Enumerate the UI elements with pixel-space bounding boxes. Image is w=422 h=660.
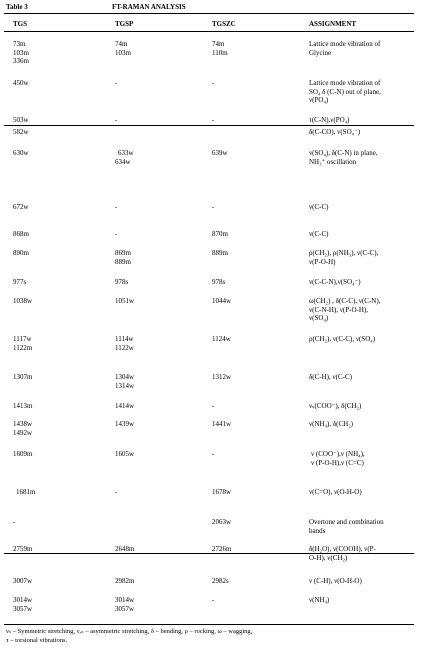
cell-line: Overtone and combination (309, 518, 384, 526)
cell-tgsp (115, 249, 205, 266)
cell-line: 978s (212, 278, 226, 286)
cell-line: δ(C-H), ν(C-C) (309, 373, 353, 381)
cell-line: 3007w (13, 577, 33, 585)
cell-line: 978s (115, 278, 129, 286)
cell-line: - (212, 116, 215, 124)
cell-line: 1678w (212, 488, 232, 496)
cell-tgsp (115, 203, 205, 212)
cell-line: ν(C-C) (309, 230, 329, 238)
cell-assignment (309, 402, 399, 411)
cell-line: 634w (115, 157, 131, 166)
cell-line: δ(H₂O), ν(COOH), ν(P- (309, 545, 376, 553)
cell-tgszc (212, 373, 302, 382)
cell-line: 1038w (13, 297, 33, 305)
cell-assignment (309, 40, 399, 57)
cell-line: ν(C=O), ν(O-H-O) (309, 488, 362, 496)
table-footnote (6, 627, 416, 645)
cell-line: νₛ(COO⁻), δ(CH₂) (309, 402, 362, 410)
table-number: Table 3 (6, 3, 28, 11)
cell-line: 1122m (13, 343, 33, 352)
cell-tgszc (212, 278, 302, 287)
cell-assignment (309, 116, 399, 125)
cell-line: 1312w (212, 373, 232, 381)
cell-line: 2982s (212, 577, 229, 585)
cell-line: ν(NH₄), δ(CH₂) (309, 420, 354, 428)
column-header-tgs: TGS (13, 20, 28, 28)
cell-assignment (309, 278, 399, 287)
cell-line: 889m (212, 249, 228, 257)
table-title: FT-RAMAN ANALYSIS (112, 3, 186, 11)
cell-line: 1044w (212, 297, 232, 305)
cell-line: 2726m (212, 545, 232, 553)
cell-tgszc (212, 203, 302, 212)
cell-line: 633w (118, 149, 134, 157)
cell-tgszc (212, 40, 302, 57)
cell-line: Glycine (309, 48, 332, 57)
cell-line: 73m (13, 40, 26, 48)
cell-tgs (13, 79, 98, 88)
footnote-line: νₛ – Symmetric stretching, νₐₛ – asymmetric stretching, δ – bending, ρ – rocking, ω – wagging, (6, 628, 253, 635)
column-header-assignment: ASSIGNMENT (309, 20, 357, 28)
cell-assignment (309, 488, 399, 497)
cell-line: - (115, 203, 118, 211)
cell-line: NH₃⁺ oscillation (309, 157, 357, 166)
cell-line: 672w (13, 203, 29, 211)
cell-assignment (309, 79, 399, 105)
cell-line: 3014w (115, 596, 135, 604)
cell-tgszc (212, 116, 302, 125)
cell-tgs (13, 450, 98, 459)
cell-line: ρ(CH₂), ν(C-C), ν(SO₄) (309, 335, 376, 343)
cell-tgs (13, 249, 98, 258)
cell-assignment (309, 596, 399, 605)
cell-tgs (13, 402, 98, 411)
cell-line: 103m (115, 48, 131, 57)
footnote-line: τ – torsional vibrations. (6, 637, 68, 644)
cell-line: 868m (13, 230, 29, 238)
cell-assignment (309, 128, 399, 137)
cell-tgszc (212, 335, 302, 344)
cell-tgsp (115, 596, 205, 613)
cell-line: 74m (212, 40, 225, 48)
cell-tgs (13, 128, 98, 137)
cell-line: 336m (13, 57, 29, 65)
cell-tgszc (212, 249, 302, 258)
cell-line: - (115, 230, 118, 238)
cell-line: Lattice mode vibration of (309, 79, 381, 87)
cell-line: 74m (115, 40, 128, 48)
cell-tgs (13, 40, 98, 66)
cell-assignment (309, 577, 399, 586)
cell-tgsp (115, 402, 205, 411)
cell-tgszc (212, 450, 302, 459)
cell-line: 2063w (212, 518, 232, 526)
cell-line: 1117w (13, 335, 32, 343)
cell-assignment (309, 149, 399, 166)
cell-assignment (309, 297, 399, 323)
cell-line: 1314w (115, 381, 135, 390)
cell-tgs (13, 420, 98, 437)
cell-tgs (13, 518, 98, 527)
cell-tgszc (212, 577, 302, 586)
cell-line: ν(NH₄) (309, 596, 330, 604)
cell-tgsp (115, 278, 205, 287)
cell-line: 1413m (13, 402, 33, 410)
cell-line: 869m (115, 249, 131, 257)
cell-tgsp (115, 488, 205, 497)
cell-line: 1681m (16, 488, 36, 496)
cell-line: - (212, 203, 215, 211)
cell-line: 1438w (13, 420, 33, 428)
cell-line: 1051w (115, 297, 135, 305)
cell-assignment (309, 335, 399, 344)
cell-line: ν(C-N-H), ν(P-O-H), (309, 305, 369, 314)
cell-line: - (212, 402, 215, 410)
cell-line: - (115, 116, 118, 124)
cell-line: 1114w (115, 335, 134, 343)
cell-tgsp (115, 420, 205, 429)
cell-tgsp (115, 79, 205, 88)
cell-line: 3057w (13, 604, 33, 613)
cell-line: ρ(CH₂), ρ(NH₃), ν(C-C), (309, 249, 379, 257)
cell-tgs (13, 278, 98, 287)
cell-line: SO₄ δ (C-N) out of plane, (309, 87, 381, 96)
cell-line: - (115, 79, 118, 87)
cell-assignment (309, 420, 399, 429)
cell-tgsp (115, 335, 205, 352)
cell-line: 1609m (13, 450, 33, 458)
cell-line: 2759m (13, 545, 33, 553)
cell-line: ν (COO⁻),ν (NH₄), (311, 450, 365, 458)
cell-line: 639w (212, 149, 228, 157)
header-rule-bottom (4, 31, 414, 32)
cell-line: 1605w (115, 450, 135, 458)
cell-line: 503w (13, 116, 29, 124)
cell-line: 1441w (212, 420, 232, 428)
column-header-tgsp: TGSP (115, 20, 134, 28)
cell-line: τ(C-N),ν(PO₄) (309, 116, 350, 124)
cell-line: ω(CH₂) , δ(C-C), ν(C-N), (309, 297, 381, 305)
cell-tgszc (212, 230, 302, 239)
cell-tgszc (212, 149, 302, 158)
cell-line: 1124w (212, 335, 231, 343)
cell-line: 1307m (13, 373, 33, 381)
cell-assignment (309, 518, 399, 535)
cell-assignment (309, 249, 399, 266)
cell-line: bands (309, 526, 326, 535)
cell-tgszc (212, 596, 302, 605)
cell-line: 450w (13, 79, 29, 87)
cell-line: - (212, 450, 215, 458)
cell-assignment (309, 203, 399, 212)
cell-line: ν(P-O-H) (309, 257, 336, 266)
cell-assignment (309, 230, 399, 239)
cell-line: 1439w (115, 420, 135, 428)
cell-tgs (16, 488, 101, 497)
cell-line: Lattice mode vibration of (309, 40, 381, 48)
cell-line: 1304w (115, 373, 135, 381)
cell-tgs (13, 335, 98, 352)
cell-tgs (13, 373, 98, 382)
table-rule-bottom (4, 624, 414, 625)
cell-tgszc (212, 402, 302, 411)
cell-line: 2648m (115, 545, 135, 553)
cell-tgszc (212, 79, 302, 88)
header-rule-top (4, 13, 414, 14)
cell-line: 582w (13, 128, 29, 136)
cell-line: 3014w (13, 596, 33, 604)
cell-tgsp (115, 297, 205, 306)
cell-tgszc (212, 518, 302, 527)
cell-tgs (13, 297, 98, 306)
cell-line: 977s (13, 278, 27, 286)
cell-line: - (212, 79, 215, 87)
cell-line: ν(SO₄), δ(C-N) in plane, (309, 149, 378, 157)
cell-assignment (311, 450, 401, 467)
cell-line: ν (P-O-H),ν (C=C) (311, 458, 364, 467)
table-rule-2759 (4, 553, 414, 554)
cell-line: 103m (13, 48, 29, 57)
cell-line: δ(C-CO), ν(SO₄⁻) (309, 128, 361, 136)
cell-tgsp (115, 577, 205, 586)
cell-tgs (13, 149, 98, 158)
cell-tgsp (115, 116, 205, 125)
cell-tgs (13, 230, 98, 239)
cell-tgs (13, 596, 98, 613)
cell-line: - (212, 596, 215, 604)
cell-tgsp (115, 40, 205, 57)
cell-line: - (115, 488, 118, 496)
cell-line: ν(C-C-N),ν(SO₄⁻) (309, 278, 361, 286)
cell-tgsp (115, 149, 205, 166)
cell-line: ν(C-C) (309, 203, 329, 211)
cell-line: 3057w (115, 604, 135, 613)
cell-tgs (13, 116, 98, 125)
cell-line: ν (C-H), ν(O-H-O) (309, 577, 362, 585)
cell-line: 1122w (115, 343, 134, 352)
cell-line: 2982m (115, 577, 135, 585)
cell-tgszc (212, 488, 302, 497)
cell-line: 630w (13, 149, 29, 157)
cell-tgsp (115, 230, 205, 239)
cell-tgsp (115, 373, 205, 390)
table-rule-582 (4, 125, 414, 126)
column-header-tgszc: TGSZC (212, 20, 236, 28)
cell-line: 870m (212, 230, 228, 238)
cell-line: 1492w (13, 428, 33, 437)
cell-tgszc (212, 420, 302, 429)
cell-line: 889m (115, 257, 131, 266)
cell-line: - (13, 518, 16, 526)
cell-line: 890m (13, 249, 29, 257)
cell-line: 110m (212, 48, 228, 57)
cell-tgs (13, 203, 98, 212)
cell-assignment (309, 373, 399, 382)
cell-line: ν(SO₄) (309, 314, 329, 322)
cell-tgszc (212, 297, 302, 306)
cell-line: O-H), ν(CH₂) (309, 553, 348, 562)
cell-line: ν(PO₄) (309, 96, 329, 104)
cell-tgs (13, 577, 98, 586)
cell-tgsp (115, 450, 205, 459)
cell-line: 1414w (115, 402, 135, 410)
